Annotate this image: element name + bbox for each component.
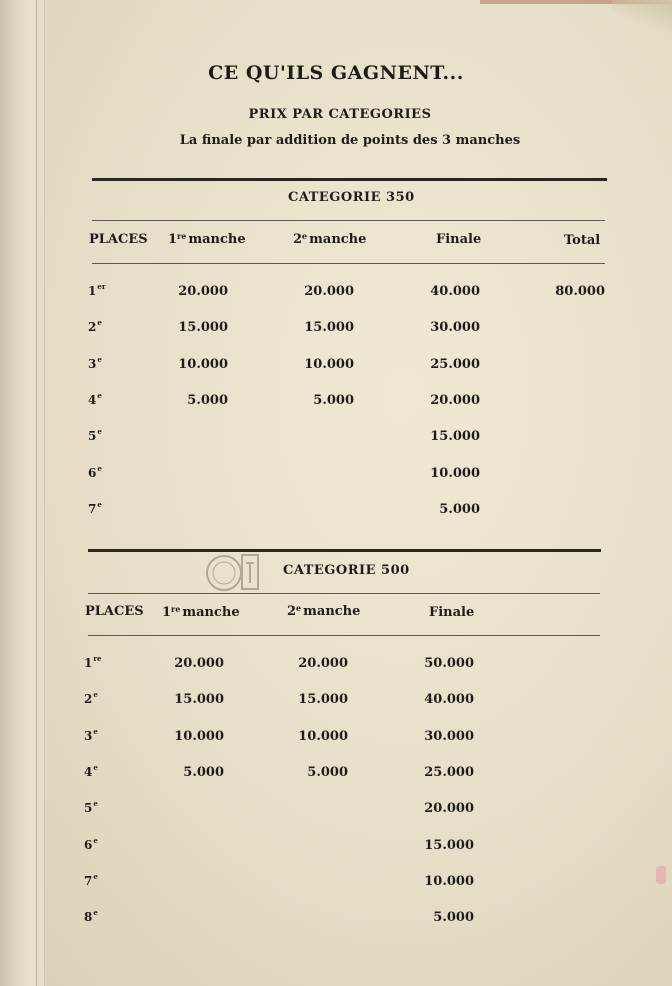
place-number: 6e: [84, 835, 98, 852]
finale-value: 30.000: [430, 320, 480, 336]
place-number: 2e: [84, 690, 98, 707]
library-stamp-icon: [200, 545, 266, 603]
finale-value: 10.000: [430, 465, 480, 481]
section-rule-350: [92, 178, 607, 181]
manche1-value: 20.000: [174, 656, 224, 671]
finale-value: 5.000: [439, 501, 480, 517]
col-manche1-350: 1re manche: [168, 231, 246, 247]
col-finale-500: Finale: [429, 605, 475, 620]
finale-value: 10.000: [424, 873, 474, 889]
place-number: 1er: [88, 282, 106, 298]
place-number: 8e: [84, 908, 98, 925]
place-number: 3e: [88, 354, 102, 371]
manche2-value: 20.000: [298, 656, 348, 671]
place-number: 7e: [84, 871, 98, 888]
manche1-value: 10.000: [178, 356, 228, 372]
finale-value: 20.000: [430, 392, 480, 408]
manche1-value: 5.000: [187, 392, 228, 408]
manche1-value: 5.000: [183, 764, 224, 780]
section-rule-500: [88, 549, 601, 552]
finale-value: 40.000: [424, 692, 474, 708]
finale-value: 15.000: [424, 837, 474, 853]
place-number: 7e: [88, 499, 102, 516]
finale-value: 30.000: [424, 728, 474, 744]
place-number: 3e: [84, 726, 98, 743]
manche2-value: 5.000: [307, 764, 348, 780]
pink-smudge: [656, 866, 666, 884]
manche2-value: 15.000: [304, 320, 354, 336]
finale-value: 50.000: [424, 656, 474, 671]
place-number: 2e: [88, 318, 102, 335]
col-places-350: PLACES: [89, 232, 148, 247]
page-title: CE QU'ILS GAGNENT...: [208, 62, 464, 84]
manche1-value: 15.000: [174, 692, 224, 708]
finale-value: 40.000: [430, 284, 480, 299]
finale-value: 25.000: [430, 356, 480, 372]
place-number: 6e: [88, 463, 102, 480]
col-manche1-500: 1re manche: [162, 604, 240, 620]
finale-value: 20.000: [424, 801, 474, 817]
col-places-500: PLACES: [85, 604, 144, 619]
finale-value: 15.000: [430, 429, 480, 445]
col-manche2-500: 2e manche: [287, 603, 361, 619]
manche2-value: 15.000: [298, 692, 348, 708]
place-number: 5e: [88, 427, 102, 444]
col-manche2-350: 2e manche: [293, 231, 367, 247]
manche1-value: 10.000: [174, 728, 224, 744]
place-number: 4e: [88, 390, 102, 407]
category-350-title: CATEGORIE 350: [288, 190, 415, 205]
manche2-value: 10.000: [298, 728, 348, 744]
finale-value: 5.000: [433, 910, 474, 926]
manche2-value: 10.000: [304, 356, 354, 372]
category-500-title: CATEGORIE 500: [283, 563, 410, 578]
header-rule-bottom-350: [92, 263, 605, 264]
page-subtitle: PRIX PAR CATEGORIES: [248, 107, 432, 122]
total-value: 80.000: [555, 284, 605, 299]
header-rule-top-350: [92, 220, 605, 221]
page-subtitle-note: La finale par addition de points des 3 manches: [179, 133, 521, 148]
manche2-value: 5.000: [313, 392, 354, 408]
header-rule-bottom-500: [88, 635, 600, 636]
manche1-value: 15.000: [178, 320, 228, 336]
col-total-350: Total: [564, 233, 601, 248]
header-rule-top-500: [88, 593, 600, 594]
manche2-value: 20.000: [304, 284, 354, 299]
place-number: 5e: [84, 799, 98, 816]
place-number: 1re: [84, 654, 102, 670]
manche1-value: 20.000: [178, 284, 228, 299]
place-number: 4e: [84, 762, 98, 779]
page-corner-wear: [612, 0, 672, 30]
finale-value: 25.000: [424, 764, 474, 780]
col-finale-350: Finale: [436, 232, 482, 247]
